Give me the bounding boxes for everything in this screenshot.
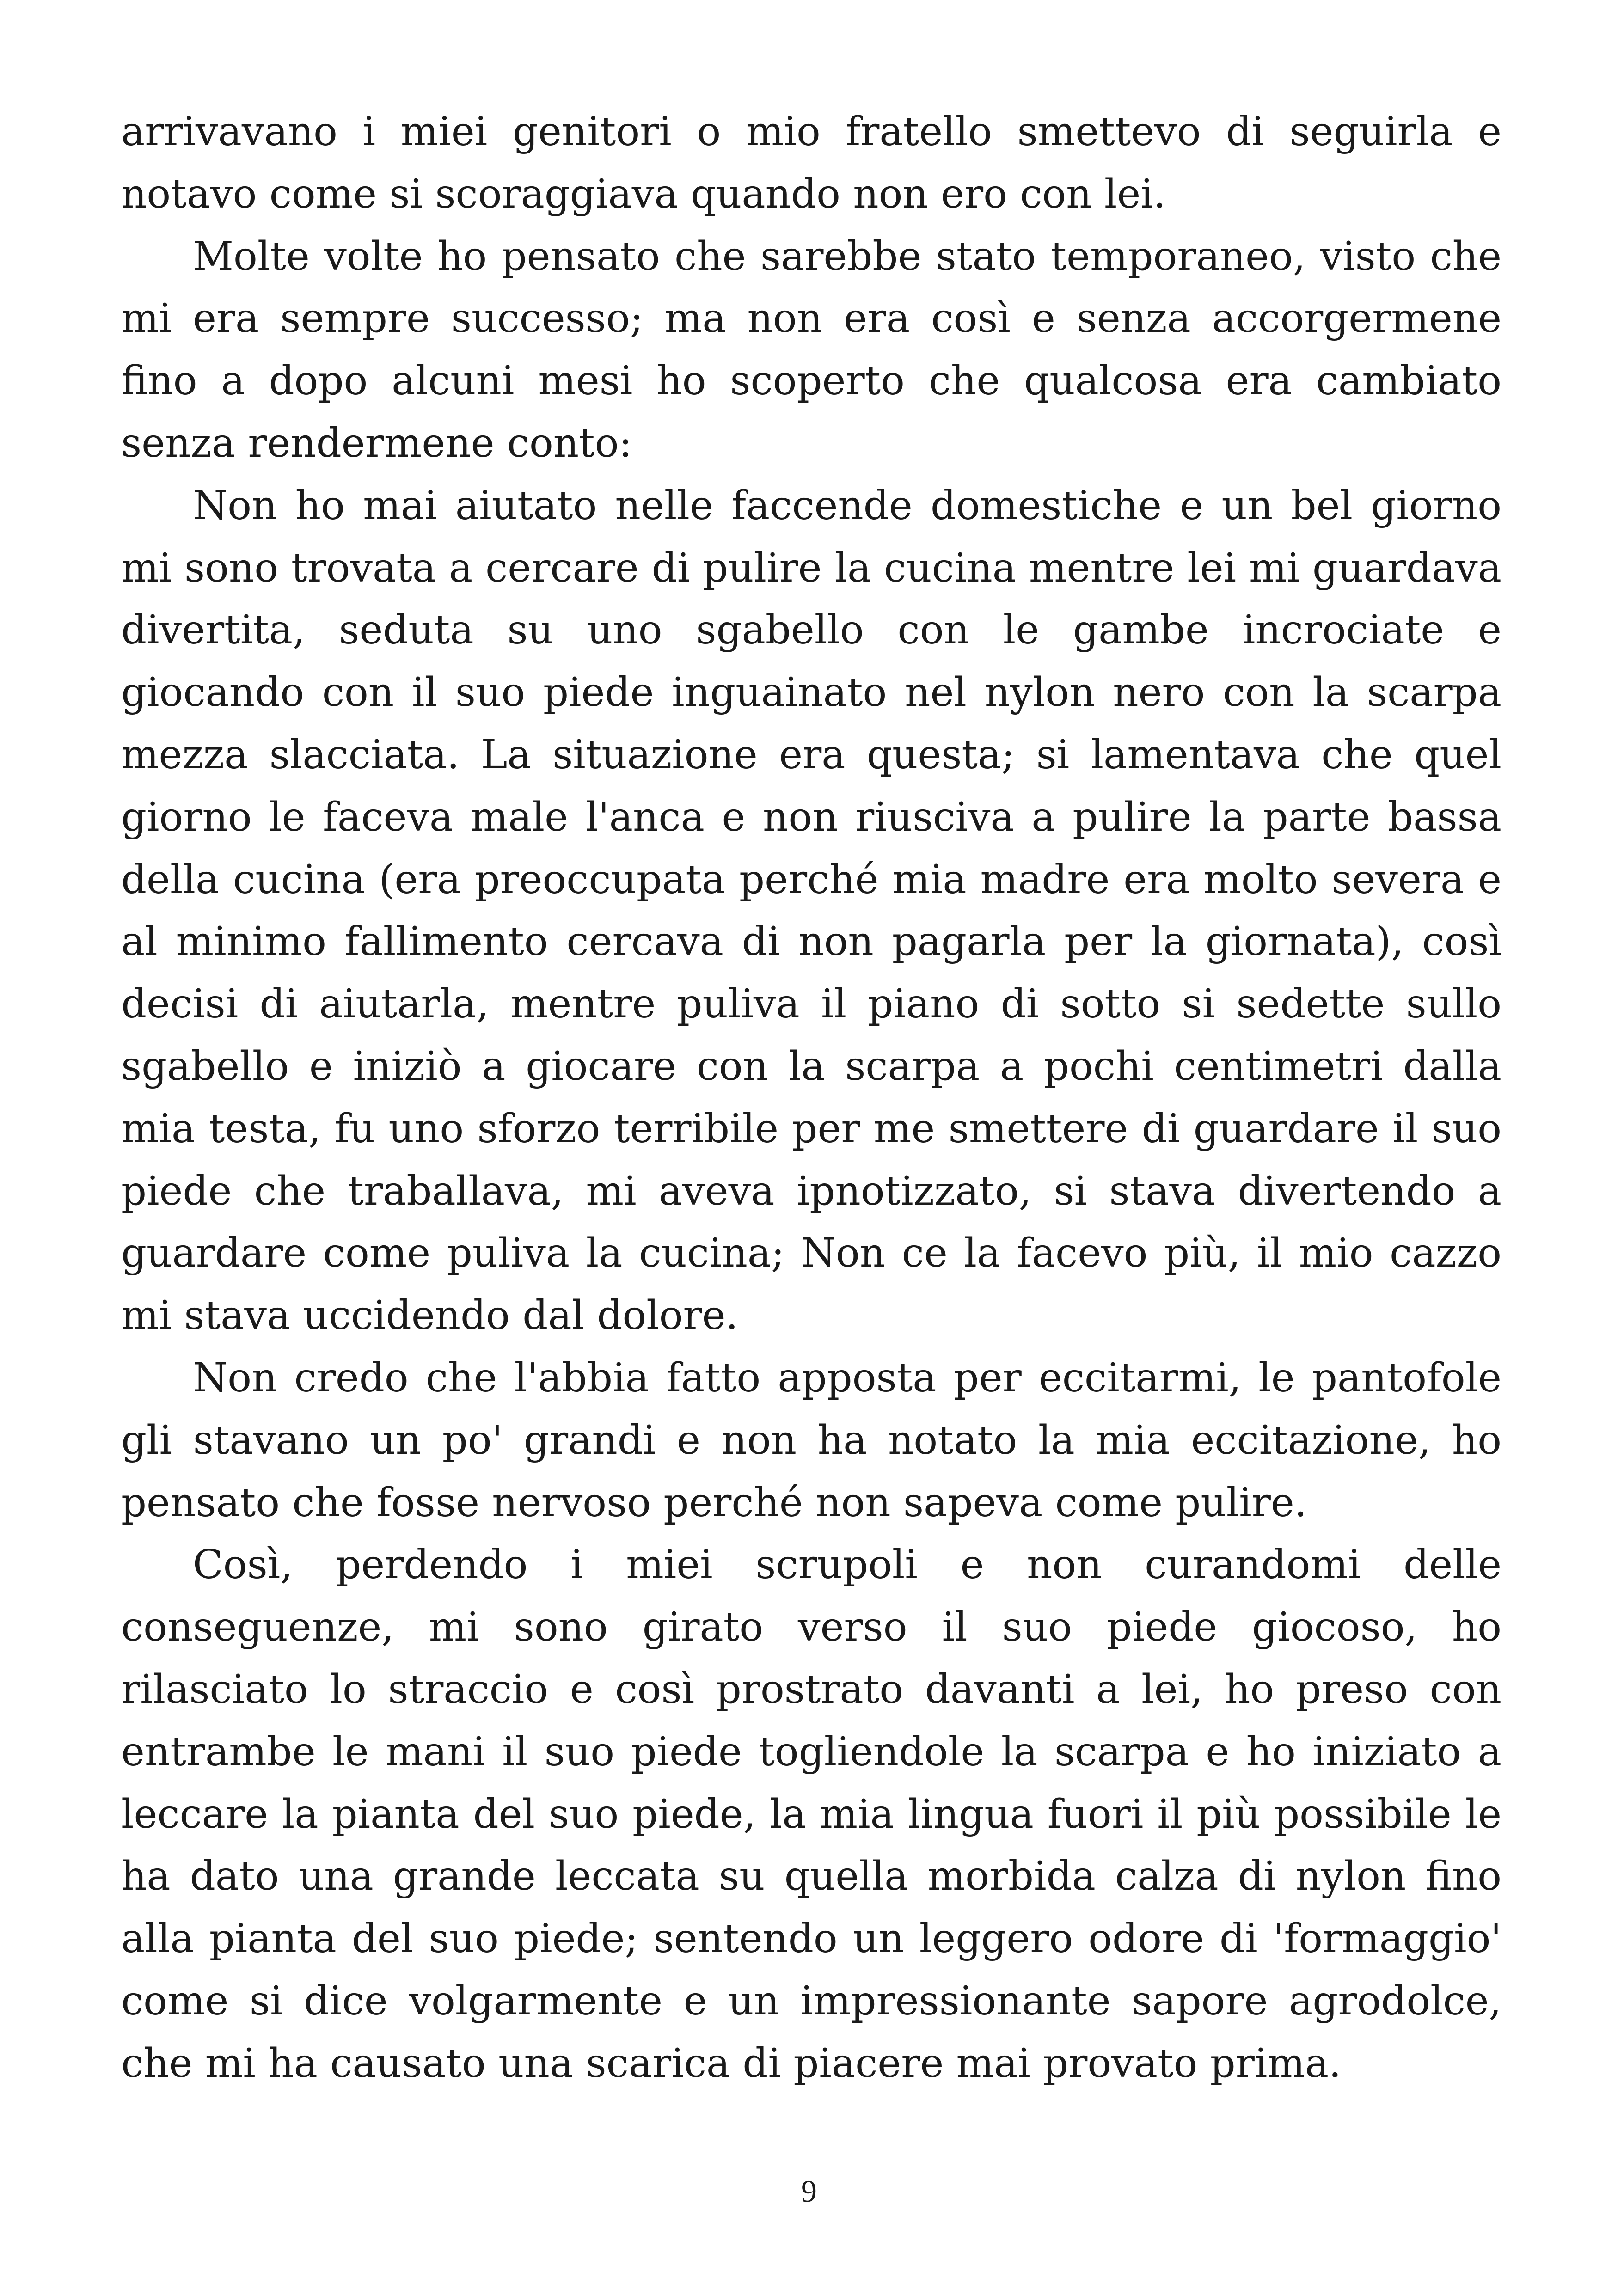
paragraph: Non credo che l'abbia fatto apposta per eccitarmi, le pantofole gli stavano un po' grandi e non ha notato la mia eccitazione, ho pensato che fosse nervoso perché non sapeva come pulire. [121,1354,1502,1526]
paragraph: Non ho mai aiutato nelle faccende domestiche e un bel giorno mi sono trovata a cercare di pulire la cucina mentre lei mi guardava divertita, seduta su uno sgabello con le gambe incrociate e giocando con il suo piede inguainato nel nylon nero con la scarpa mezza slacciata. La situazione era questa; si lamentava che quel giorno le faceva male l'anca e non riusciva a pulire la parte bassa della cucina (era preoccupata perché mia madre era molto severa e al minimo fallimento cercava di non pagarla per la giornata), così decisi di aiutarla, mentre puliva il piano di sotto si sedette sullo sgabello e iniziò a giocare con la scarpa a pochi centimetri dalla mia testa, fu uno sforzo terribile per me smettere di guardare il suo piede che traballava, mi aveva ipnotizzato, si stava divertendo a guardare come puliva la cucina; Non ce la facevo più, il mio cazzo mi stava uccidendo dal dolore. [121,482,1502,1339]
body-text [121,101,1502,2095]
page-number: 9 [801,2174,817,2209]
paragraph: Così, perdendo i miei scrupoli e non curandomi delle conseguenze, mi sono girato verso il suo piede giocoso, ho rilasciato lo straccio e così prostrato davanti a lei, ho preso con entrambe le mani il suo piede togliendole la scarpa e ho iniziato a leccare la pianta del suo piede, la mia lingua fuori il più possibile le ha dato una grande leccata su quella morbida calza di nylon fino alla pianta del suo piede; sentendo un leggero odore di 'formaggio' come si dice volgarmente e un impressionante sapore agrodolce, che mi ha causato una scarica di piacere mai provato prima. [121,1542,1502,2087]
paragraph: Molte volte ho pensato che sarebbe stato temporaneo, visto che mi era sempre successo; ma non era così e senza accorgermene fino a dopo alcuni mesi ho scoperto che qualcosa era cambiato senza rendermene conto: [121,233,1502,466]
paragraph-continuation: arrivavano i miei genitori o mio fratello smettevo di seguirla e notavo come si scoraggiava quando non ero con lei. [121,109,1502,217]
